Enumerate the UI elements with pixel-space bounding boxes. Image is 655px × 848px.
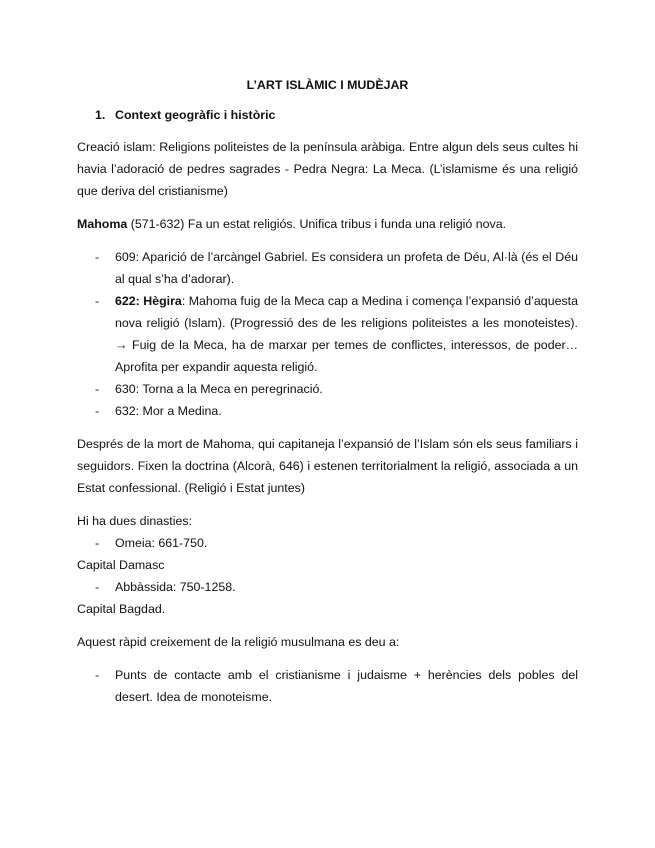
list-item-text: 609: Aparició de l’arcàngel Gabriel. Es considera un profeta de Déu, Al·là (és el Déu al qual s’ha d’adorar). — [115, 250, 578, 286]
list-item — [77, 664, 578, 708]
dash-marker: - — [95, 668, 100, 682]
dash-marker: - — [95, 536, 100, 550]
list-item-text: Abbàssida: 750-1258. — [115, 580, 236, 594]
list-item-text: 630: Torna a la Meca en peregrinació. — [115, 382, 323, 396]
list-item-text: : Mahoma fuig de la Meca cap a Medina i comença l’expansió d’aquesta nova religió (Islam). (Progressió des de les religions politeistes a les monoteistes). → Fuig de la Meca, ha de marxar per temes de conflictes, interessos, de poder… Aprofita per expandir aquesta religió. — [115, 294, 578, 374]
dash-marker: - — [95, 404, 100, 418]
list-item — [77, 532, 578, 554]
document-body — [77, 74, 578, 719]
paragraph-mahoma — [77, 213, 578, 235]
mahoma-name: Mahoma — [77, 217, 128, 231]
section-title: Context geogràfic i històric — [115, 108, 276, 122]
capital-abbassida: Capital Bagdad. — [77, 602, 166, 616]
timeline-list — [77, 246, 578, 422]
dinasties-intro: Hi ha dues dinasties: — [77, 514, 193, 528]
list-item-text: 632: Mor a Medina. — [115, 404, 222, 418]
mahoma-text: (571-632) Fa un estat religiós. Unifica tribus i funda una religió nova. — [127, 217, 507, 231]
capital-omeia: Capital Damasc — [77, 558, 165, 572]
section-heading — [77, 104, 578, 126]
list-item-text: Omeia: 661-750. — [115, 536, 208, 550]
page-title: L’ART ISLÀMIC I MUDÈJAR — [246, 78, 409, 92]
paragraph-despres: Després de la mort de Mahoma, qui capitaneja l’expansió de l’Islam són els seus familiars i seguidors. Fixen la doctrina (Alcorà, 646) i estenen territorialment la religió, associada a un Estat confessional. (Religió i Estat juntes) — [77, 437, 578, 495]
paragraph-rapid: Aquest ràpid creixement de la religió musulmana es deu a: — [77, 635, 400, 649]
causes-list — [77, 664, 578, 708]
dash-marker: - — [95, 580, 100, 594]
dash-marker: - — [95, 382, 100, 396]
paragraph-creacio: Creació islam: Religions politeistes de la península aràbiga. Entre algun dels seus cultes hi havia l’adoració de pedres sagrades - Pedra Negra: La Meca. (L’islamisme és una religió que deriva del cristianisme) — [77, 140, 578, 198]
list-item — [77, 246, 578, 290]
list-item-bold: 622: Hègira — [115, 294, 182, 308]
dinastia-abbassida-list — [77, 576, 578, 598]
dash-marker: - — [95, 250, 100, 264]
section-number: 1. — [95, 108, 106, 122]
list-item — [77, 290, 578, 378]
list-item — [77, 400, 578, 422]
dash-marker: - — [95, 294, 100, 308]
list-item-text: Punts de contacte amb el cristianisme i judaisme + herències dels pobles del desert. Idea de monoteisme. — [115, 668, 578, 704]
list-item — [77, 576, 578, 598]
dinastia-omeia-list — [77, 532, 578, 554]
list-item — [77, 378, 578, 400]
